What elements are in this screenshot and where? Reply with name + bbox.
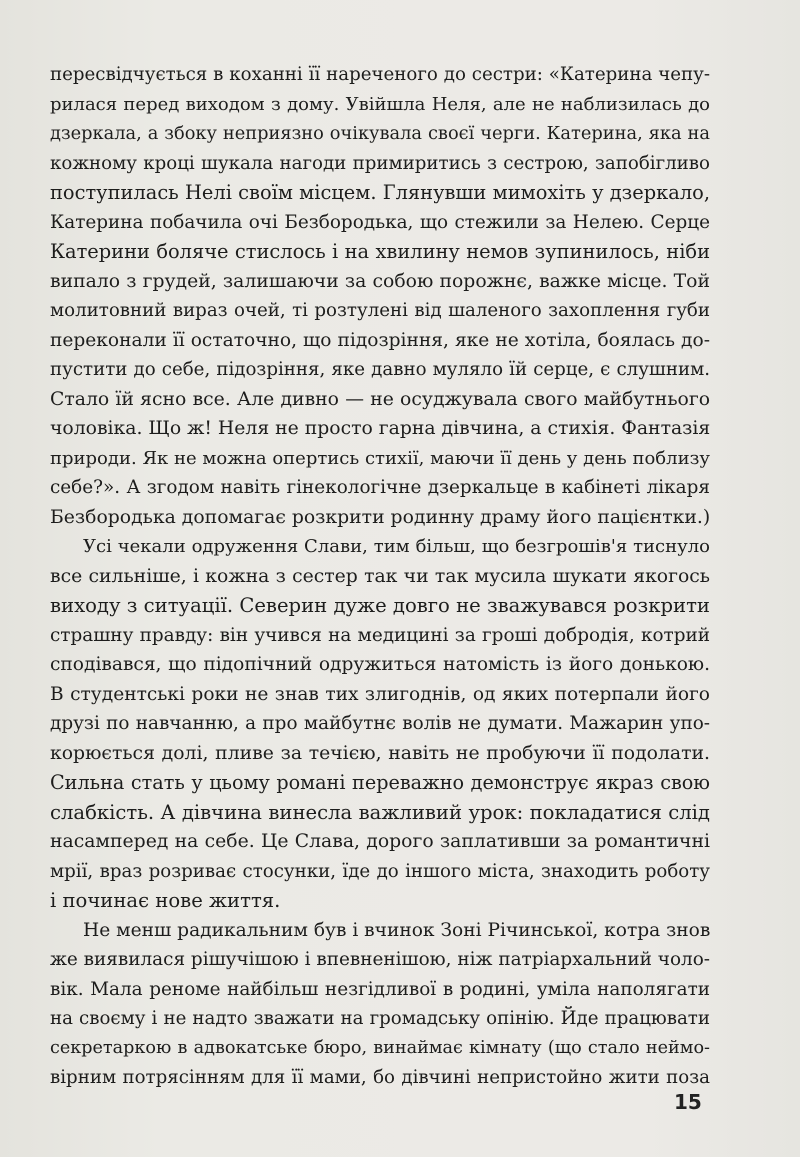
text-line: природи. Як не можна опертись стихії, маючи її день у день поблизу <box>50 447 710 469</box>
text-line: і починає нове життя. <box>50 889 281 912</box>
text-line: Сильна стать у цьому романі переважно демонструє якраз свою <box>50 771 710 794</box>
text-line: насамперед на себе. Це Слава, дорого заплативши за романтичні <box>50 831 710 852</box>
paragraph-3 <box>50 916 710 1093</box>
text-line: переконали її остаточно, що підозріння, яке не хотіла, боялась до- <box>50 329 710 351</box>
text-line: слабкість. А дівчина винесла важливий урок: покладатися слід <box>50 800 710 824</box>
text-line: Стало їй ясно все. Але дивно — не осуджувала свого майбутнього <box>50 388 710 410</box>
text-line: секретаркою в адвокатське бюро, винаймає кімнату (що стало неймо- <box>50 1037 710 1058</box>
text-line: поступилась Нелі своїм місцем. Глянувши мимохіть у дзеркало, <box>50 181 710 204</box>
text-line: пересвідчується в коханні її нареченого до сестри: «Катерина чепу- <box>50 64 710 85</box>
text-line: пустити до себе, підозріння, яке давно муляло їй серце, є слушним. <box>50 359 710 380</box>
text-line: Не менш радикальним був і вчинок Зоні Річинської, котра знов <box>83 919 711 941</box>
page-number: 15 <box>674 1090 702 1114</box>
paragraph-1 <box>50 60 710 532</box>
text-line: випало з грудей, залишаючи за собою порожнє, важке місце. Той <box>50 270 710 292</box>
text-line: друзі по навчанню, а про майбутнє волів не думати. Мажарин упо- <box>50 713 710 734</box>
text-line: Усі чекали одруження Слави, тим більш, що безгрошів'я тиснуло <box>83 536 710 557</box>
text-line: вік. Мала реноме найбільш незгідливої в родині, уміла наполягати <box>50 978 710 1000</box>
text-line: чоловіка. Що ж! Неля не просто гарна дівчина, а стихія. Фантазія <box>50 418 711 439</box>
text-line: все сильніше, і кожна з сестер так чи так мусила шукати якогось <box>50 565 710 587</box>
text-line: молитовний вираз очей, ті розтулені від шаленого захоплення губи <box>50 300 710 321</box>
text-line: же виявилася рішучішою і впевненішою, ніж патріархальний чоло- <box>50 949 710 970</box>
body-text <box>50 60 710 1093</box>
text-line: рилася перед виходом з дому. Увійшла Неля, але не наблизилась до <box>50 93 710 115</box>
text-line: сподівався, що підопічний одружиться натомість із його донькою. <box>50 654 710 675</box>
paragraph-2 <box>50 532 710 916</box>
text-line: корюється долі, пливе за течією, навіть не пробуючи її подолати. <box>50 742 710 764</box>
text-line: мрії, враз розриває стосунки, їде до іншого міста, знаходить роботу <box>50 860 710 882</box>
text-line: Катерини боляче стислось і на хвилину немов зупинилось, ніби <box>50 240 710 263</box>
text-line: страшну правду: він учився на медицині за гроші добродія, котрий <box>50 624 710 646</box>
text-line: Безбородька допомагає розкрити родинну драму його пацієнтки.) <box>50 506 711 528</box>
text-line: В студентські роки не знав тих злигоднів, од яких потерпали його <box>50 683 710 705</box>
text-line: вірним потрясінням для її мами, бо дівчині непристойно жити поза <box>50 1067 710 1088</box>
text-line: дзеркала, а збоку неприязно очікувала своєї черги. Катерина, яка на <box>50 123 710 144</box>
text-line: кожному кроці шукала нагоди примиритись з сестрою, запобігливо <box>50 152 710 174</box>
text-line: виходу з ситуації. Северин дуже довго не зважувався розкрити <box>50 594 710 617</box>
text-line: себе?». А згодом навіть гінекологічне дзеркальце в кабінеті лікаря <box>50 477 710 498</box>
text-line: Катерина побачила очі Безбородька, що стежили за Нелею. Серце <box>50 211 710 233</box>
text-line: на своєму і не надто зважати на громадську опінію. Йде працювати <box>50 1008 710 1029</box>
